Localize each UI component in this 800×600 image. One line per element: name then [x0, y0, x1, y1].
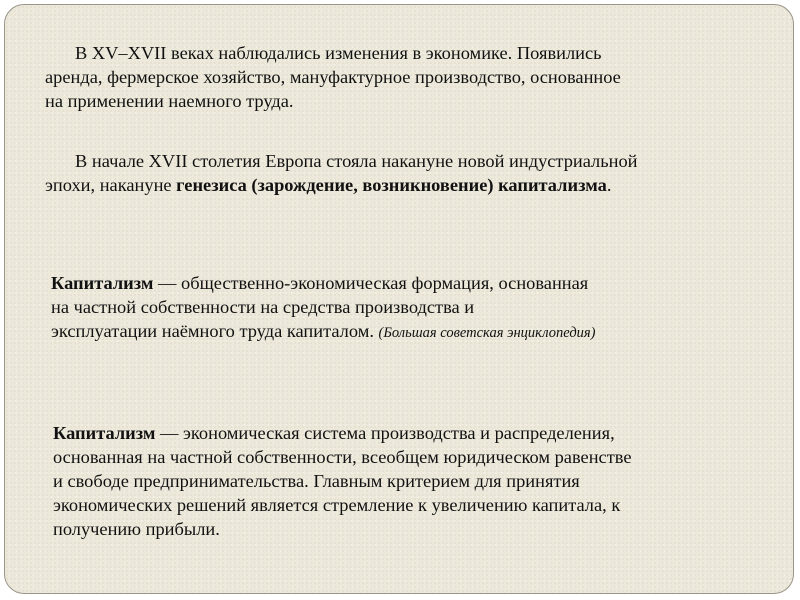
definition-economic: [53, 421, 631, 541]
definition-economic-term: Капитализм: [53, 423, 156, 443]
definition-economic-line-5: получению прибыли.: [53, 519, 220, 539]
definition-bse-line-3: [51, 319, 595, 345]
genesis-line-2-suffix: .: [606, 175, 612, 195]
definition-economic-line-1-rest: — экономическая система производства и распределения,: [155, 423, 615, 443]
genesis-bold-phrase: генезиса (зарождение, возникновение) капитализма: [176, 175, 607, 195]
definition-bse-term: Капитализм: [51, 273, 154, 293]
definition-bse: [51, 271, 595, 345]
definition-bse-line-1-rest: — общественно-экономическая формация, основанная: [153, 273, 589, 293]
definition-bse-line-1: [51, 271, 595, 295]
definition-bse-source: (Большая советская энциклопедия): [378, 325, 596, 341]
definition-economic-line-1: [53, 421, 631, 445]
intro-line-1: В XV–XVII веках наблюдались изменения в экономике. Появились: [75, 43, 602, 63]
definition-economic-line-2: основанная на частной собственности, всеобщем юридическом равенстве: [53, 447, 632, 467]
content-card: [4, 4, 794, 594]
definition-bse-line-3-text: эксплуатации наёмного труда капиталом.: [51, 321, 379, 341]
definition-economic-line-4: экономических решений является стремление к увеличению капитала, к: [53, 495, 621, 515]
genesis-line-2: [45, 173, 638, 197]
intro-line-3: на применении наемного труда.: [45, 91, 294, 111]
definition-bse-line-2: на частной собственности на средства производства и: [51, 297, 475, 317]
definition-economic-line-3: и свободе предпринимательства. Главным критерием для принятия: [53, 471, 580, 491]
intro-line-2: аренда, фермерское хозяйство, мануфактурное производство, основанное: [45, 67, 621, 87]
intro-paragraph: [45, 41, 621, 113]
genesis-line-1: В начале XVII столетия Европа стояла накануне новой индустриальной: [75, 151, 638, 171]
genesis-line-2-prefix: эпохи, накануне: [45, 175, 177, 195]
genesis-paragraph: [45, 149, 638, 197]
